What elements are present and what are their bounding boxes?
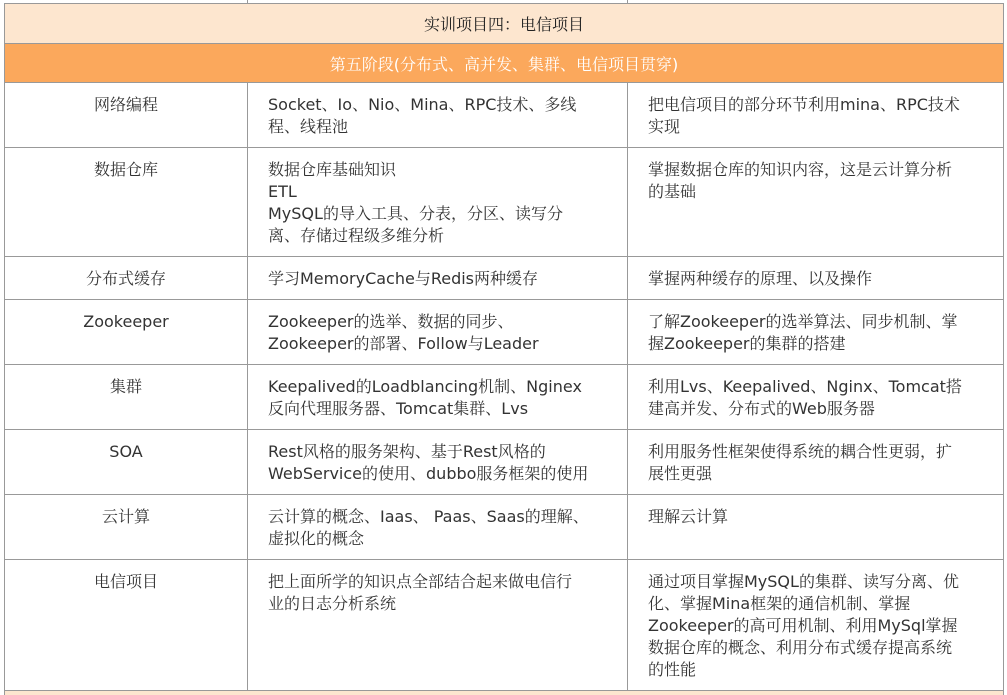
goal-cell	[628, 560, 1004, 691]
content-cell-line: 离、存储过程级多维分析	[268, 225, 607, 247]
table-row	[5, 300, 1004, 365]
content-cell	[248, 495, 628, 560]
content-cell	[248, 148, 628, 257]
goal-cell-line: 利用服务性框架使得系统的耦合性更弱，扩	[648, 441, 983, 463]
goal-cell	[628, 365, 1004, 430]
content-cell-line: 把上面所学的知识点全部结合起来做电信行	[268, 571, 607, 593]
goal-cell-line: 把电信项目的部分环节利用mina、RPC技术	[648, 94, 983, 116]
goal-cell-line: 了解Zookeeper的选举算法、同步机制、掌	[648, 311, 983, 333]
goal-cell-line: 掌握数据仓库的知识内容，这是云计算分析	[648, 159, 983, 181]
goal-cell	[628, 148, 1004, 257]
table-row	[5, 83, 1004, 148]
content-cell-line: Keepalived的Loadblancing机制、Nginex	[268, 376, 607, 398]
topic-cell: 电信项目	[5, 560, 248, 691]
content-cell-line: 云计算的概念、Iaas、 Paas、Saas的理解、	[268, 506, 607, 528]
content-cell	[248, 430, 628, 495]
table-row	[5, 495, 1004, 560]
topic-cell: SOA	[5, 430, 248, 495]
content-cell-line: ETL	[268, 181, 607, 203]
topic-cell: 云计算	[5, 495, 248, 560]
goal-cell-line: 通过项目掌握MySQL的集群、读写分离、优	[648, 571, 983, 593]
content-cell	[248, 365, 628, 430]
topic-cell: 分布式缓存	[5, 257, 248, 300]
goal-cell-line: 展性更强	[648, 463, 983, 485]
goal-cell-line: 握Zookeeper的集群的搭建	[648, 333, 983, 355]
goal-cell-line: 化、掌握Mina框架的通信机制、掌握	[648, 593, 983, 615]
table-row	[5, 257, 1004, 300]
table-row	[5, 430, 1004, 495]
curriculum-table	[4, 3, 1004, 695]
goal-cell	[628, 300, 1004, 365]
goal-cell-line: 实现	[648, 116, 983, 138]
goal-cell-line: 的基础	[648, 181, 983, 203]
content-cell	[248, 560, 628, 691]
content-cell-line: Socket、Io、Nio、Mina、RPC技术、多线	[268, 94, 607, 116]
table-row	[5, 560, 1004, 691]
content-cell-line: Zookeeper的选举、数据的同步、	[268, 311, 607, 333]
content-cell-line: 虚拟化的概念	[268, 528, 607, 550]
content-cell	[248, 257, 628, 300]
topic-cell: 网络编程	[5, 83, 248, 148]
goal-cell-line: 理解云计算	[648, 506, 983, 528]
project-title: 实训项目四：电信项目	[5, 4, 1004, 44]
goal-cell-line: 利用Lvs、Keepalived、Nginx、Tomcat搭	[648, 376, 983, 398]
topic-cell: 数据仓库	[5, 148, 248, 257]
goal-cell	[628, 83, 1004, 148]
stage-header: 第五阶段(分布式、高并发、集群、电信项目贯穿)	[5, 44, 1004, 83]
goal-cell	[628, 257, 1004, 300]
goal-cell-line: 数据仓库的概念、利用分布式缓存提高系统	[648, 637, 983, 659]
content-cell-line: MySQL的导入工具、分表，分区、读写分	[268, 203, 607, 225]
topic-cell: 集群	[5, 365, 248, 430]
goal-cell-line: Zookeeper的高可用机制、利用MySql掌握	[648, 615, 983, 637]
goal-cell	[628, 430, 1004, 495]
content-cell-line: 程、线程池	[268, 116, 607, 138]
content-cell-line: 数据仓库基础知识	[268, 159, 607, 181]
content-cell	[248, 83, 628, 148]
content-cell-line: WebService的使用、dubbo服务框架的使用	[268, 463, 607, 485]
content-cell-line: 业的日志分析系统	[268, 593, 607, 615]
content-cell-line: 学习MemoryCache与Redis两种缓存	[268, 268, 607, 290]
goal-cell-line: 的性能	[648, 659, 983, 681]
content-cell-line: Rest风格的服务架构、基于Rest风格的	[268, 441, 607, 463]
content-cell	[248, 300, 628, 365]
content-cell-line: Zookeeper的部署、Follow与Leader	[268, 333, 607, 355]
goal-cell-line: 建高并发、分布式的Web服务器	[648, 398, 983, 420]
table-row	[5, 148, 1004, 257]
next-section-edge	[5, 691, 1004, 695]
content-cell-line: 反向代理服务器、Tomcat集群、Lvs	[268, 398, 607, 420]
goal-cell	[628, 495, 1004, 560]
topic-cell: Zookeeper	[5, 300, 248, 365]
goal-cell-line: 掌握两种缓存的原理、以及操作	[648, 268, 983, 290]
table-row	[5, 365, 1004, 430]
